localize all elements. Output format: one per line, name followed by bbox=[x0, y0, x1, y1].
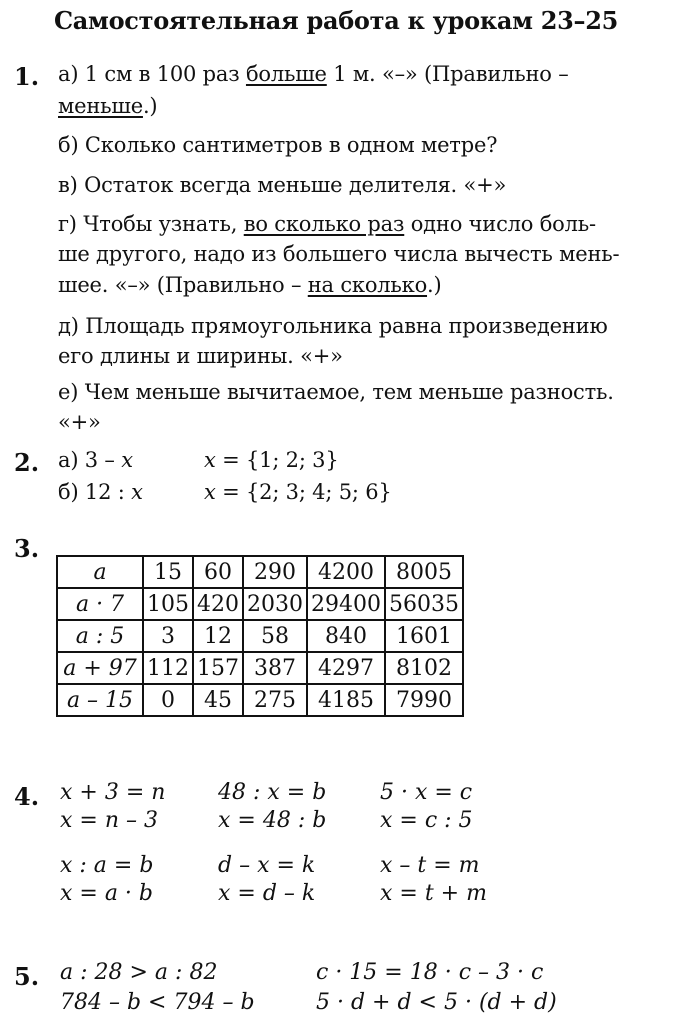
task-1b-text: б) Сколько сантиметров в одном метре? bbox=[58, 133, 498, 157]
task-1e-line2: его длины и ширины. «+» bbox=[58, 344, 343, 368]
table-cell: 275 bbox=[243, 684, 307, 716]
task-4-eq-r3c3: x – t = m bbox=[380, 853, 480, 878]
task-4-eq-r2c2: x = 48 : b bbox=[218, 808, 327, 833]
task-1d-text-2: одно число боль- bbox=[404, 212, 596, 236]
task-4-eq-r2c3: x = c : 5 bbox=[380, 808, 473, 833]
table-row bbox=[57, 620, 463, 652]
task-1d-line1 bbox=[58, 212, 596, 236]
task-5-r1c1: a : 28 > a : 82 bbox=[60, 960, 218, 985]
task-4-eq-r1c3: 5 · x = c bbox=[380, 780, 473, 805]
table-row bbox=[57, 556, 463, 588]
task-5-r1c2: c · 15 = 18 · c – 3 · c bbox=[316, 960, 544, 985]
task-2b-expression bbox=[58, 480, 143, 504]
task-1d-underline-times: во сколько раз bbox=[243, 212, 405, 236]
task-2a-set-values: = {1; 2; 3} bbox=[215, 448, 339, 472]
task-1a-text-3: .) bbox=[142, 94, 158, 118]
table-row bbox=[57, 588, 463, 620]
table-cell: 387 bbox=[243, 652, 307, 684]
table-cell: 29400 bbox=[307, 588, 385, 620]
task-4-eq-r3c2: d – x = k bbox=[218, 853, 316, 878]
table-cell: 105 bbox=[143, 588, 193, 620]
task-5-r2c1: 784 – b < 794 – b bbox=[60, 990, 255, 1015]
table-row-header: a · 7 bbox=[57, 588, 143, 620]
task-2b-set-variable: x bbox=[204, 480, 216, 504]
page-title: Самостоятельная работа к урокам 23–25 bbox=[54, 6, 619, 35]
table-cell: 7990 bbox=[385, 684, 463, 716]
table-cell: 8102 bbox=[385, 652, 463, 684]
table-cell: 157 bbox=[193, 652, 243, 684]
task-2b-label: б) 12 : bbox=[58, 480, 132, 504]
table-row-header: a – 15 bbox=[57, 684, 143, 716]
table-cell: 45 bbox=[193, 684, 243, 716]
task-3-number: 3. bbox=[14, 534, 40, 563]
task-4-eq-r1c2: 48 : x = b bbox=[218, 780, 327, 805]
task-4-eq-r3c1: x : a = b bbox=[60, 853, 154, 878]
table-cell: 4200 bbox=[307, 556, 385, 588]
task-1a-text-2: 1 м. «–» (Правильно – bbox=[326, 62, 569, 86]
table-cell: 56035 bbox=[385, 588, 463, 620]
task-5-number: 5. bbox=[14, 962, 40, 991]
task-1d-underline-how-much: на сколько bbox=[307, 273, 428, 297]
task-2a-label: а) 3 – bbox=[58, 448, 122, 472]
table-row bbox=[57, 652, 463, 684]
table-cell: 420 bbox=[193, 588, 243, 620]
task-2b-variable: x bbox=[131, 480, 143, 504]
table-cell: 4297 bbox=[307, 652, 385, 684]
table-cell: 4185 bbox=[307, 684, 385, 716]
table-cell: 3 bbox=[143, 620, 193, 652]
table-cell: 58 bbox=[243, 620, 307, 652]
task-1f-line1: е) Чем меньше вычитаемое, тем меньше разность. bbox=[58, 380, 614, 404]
table-cell: 15 bbox=[143, 556, 193, 588]
table-cell: 112 bbox=[143, 652, 193, 684]
task-1-number: 1. bbox=[14, 62, 40, 91]
table-row-header: a : 5 bbox=[57, 620, 143, 652]
table-cell: 290 bbox=[243, 556, 307, 588]
task-2b-set-values: = {2; 3; 4; 5; 6} bbox=[215, 480, 392, 504]
task-1e-line1: д) Площадь прямоугольника равна произведению bbox=[58, 314, 608, 338]
task-1a-line1 bbox=[58, 62, 569, 86]
task-2-number: 2. bbox=[14, 448, 40, 477]
table-row-header: a bbox=[57, 556, 143, 588]
task-1a-underline-more: больше bbox=[245, 62, 327, 86]
table-cell: 0 bbox=[143, 684, 193, 716]
task-1d-text-4: .) bbox=[427, 273, 442, 297]
task-1d-line3 bbox=[58, 273, 442, 297]
table-cell: 1601 bbox=[385, 620, 463, 652]
task-2b-set bbox=[204, 480, 392, 504]
table-cell: 2030 bbox=[243, 588, 307, 620]
table-cell: 12 bbox=[193, 620, 243, 652]
task-1f-line2: «+» bbox=[58, 410, 101, 434]
table-cell: 840 bbox=[307, 620, 385, 652]
task-2a-expression bbox=[58, 448, 133, 472]
task-4-number: 4. bbox=[14, 782, 40, 811]
task-1d-text-3: шее. «–» (Правильно – bbox=[58, 273, 308, 297]
task-4-eq-r4c2: x = d – k bbox=[218, 881, 316, 906]
table-row bbox=[57, 684, 463, 716]
task-2a-set bbox=[204, 448, 339, 472]
task-4-eq-r1c1: x + 3 = n bbox=[60, 780, 166, 805]
task-2a-set-variable: x bbox=[204, 448, 216, 472]
table-cell: 60 bbox=[193, 556, 243, 588]
task-1a-text: а) 1 см в 100 раз bbox=[58, 62, 246, 86]
table-cell: 8005 bbox=[385, 556, 463, 588]
task-4-eq-r4c3: x = t + m bbox=[380, 881, 487, 906]
table-row-header: a + 97 bbox=[57, 652, 143, 684]
task-2a-variable: x bbox=[121, 448, 133, 472]
task-1a-line2 bbox=[58, 94, 157, 118]
task-1d-line2: ше другого, надо из большего числа вычесть мень- bbox=[58, 242, 620, 266]
task-4-eq-r4c1: x = a · b bbox=[60, 881, 154, 906]
task-3-table bbox=[56, 555, 464, 717]
task-4-eq-r2c1: x = n – 3 bbox=[60, 808, 158, 833]
task-1c-text: в) Остаток всегда меньше делителя. «+» bbox=[58, 173, 507, 197]
task-1a-underline-less: меньше bbox=[58, 94, 143, 118]
task-1d-text: г) Чтобы узнать, bbox=[58, 212, 244, 236]
task-5-r2c2: 5 · d + d < 5 · (d + d) bbox=[316, 990, 557, 1015]
